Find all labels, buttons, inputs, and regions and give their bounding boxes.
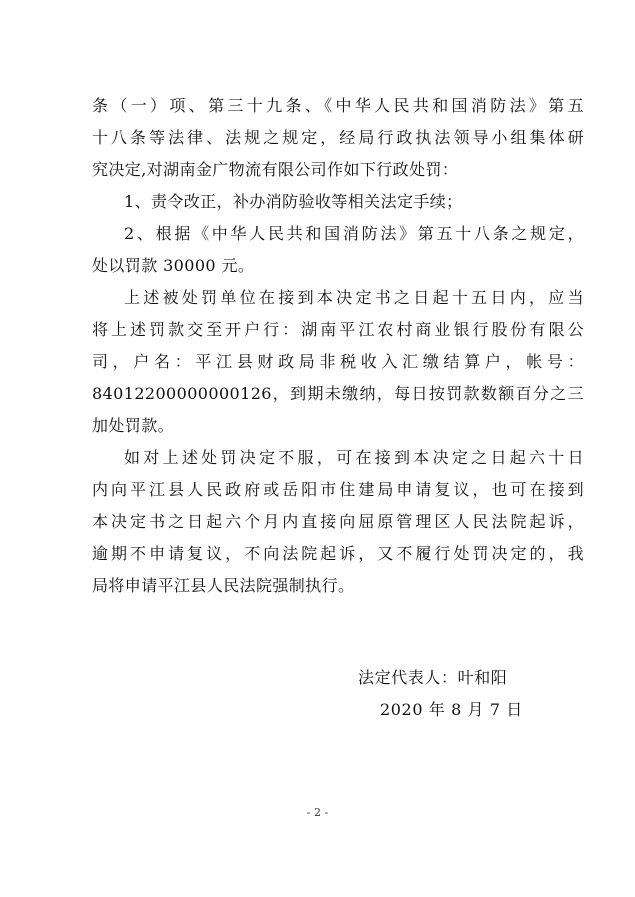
paragraph-penalty-item-1 xyxy=(92,186,584,218)
text-line: 本决定书之日起六个月内直接向屈原管理区人民法院起诉， xyxy=(92,512,584,531)
text-line: 条（一）项、第三十九条、《中华人民共和国消防法》第五 xyxy=(92,96,584,115)
text-line: 究决定,对湖南金广物流有限公司作如下行政处罚： xyxy=(92,160,459,179)
paragraph-penalty-item-2 xyxy=(92,218,584,282)
paragraph-appeal-rights xyxy=(92,442,584,602)
page-number: - 2 - xyxy=(306,806,329,819)
text-line: 如对上述处罚决定不服，可在接到本决定之日起六十日 xyxy=(124,448,584,467)
text-line: 内向平江县人民政府或岳阳市住建局申请复议，也可在接到 xyxy=(92,480,584,499)
text-line: 局将申请平江县人民法院强制执行。 xyxy=(92,576,355,595)
document-date: 2020 年 8 月 7 日 xyxy=(380,700,523,719)
text-line: 2、根据《中华人民共和国消防法》第五十八条之规定， xyxy=(124,224,584,243)
text-line: 处以罚款 30000 元。 xyxy=(92,256,255,275)
legal-representative: 法定代表人：叶和阳 xyxy=(358,668,508,687)
document-body xyxy=(92,90,584,602)
text-line: 司，户名：平江县财政局非税收入汇缴结算户，帐号： xyxy=(92,352,584,371)
text-line: 上述被处罚单位在接到本决定书之日起十五日内，应当 xyxy=(124,288,584,307)
text-line: 84012200000000126，到期未缴纳，每日按罚款数额百分之三 xyxy=(92,384,584,403)
text-line: 将上述罚款交至开户行：湖南平江农村商业银行股份有限公 xyxy=(92,320,584,339)
paragraph-legal-basis xyxy=(92,90,584,186)
text-line: 逾期不申请复议，不向法院起诉，又不履行处罚决定的，我 xyxy=(92,544,584,563)
signature-block xyxy=(358,662,523,726)
text-line: 1、责令改正，补办消防验收等相关法定手续； xyxy=(124,192,463,211)
text-line: 加处罚款。 xyxy=(92,416,175,435)
text-line: 十八条等法律、法规之规定，经局行政执法领导小组集体研 xyxy=(92,128,584,147)
paragraph-payment-instructions xyxy=(92,282,584,442)
